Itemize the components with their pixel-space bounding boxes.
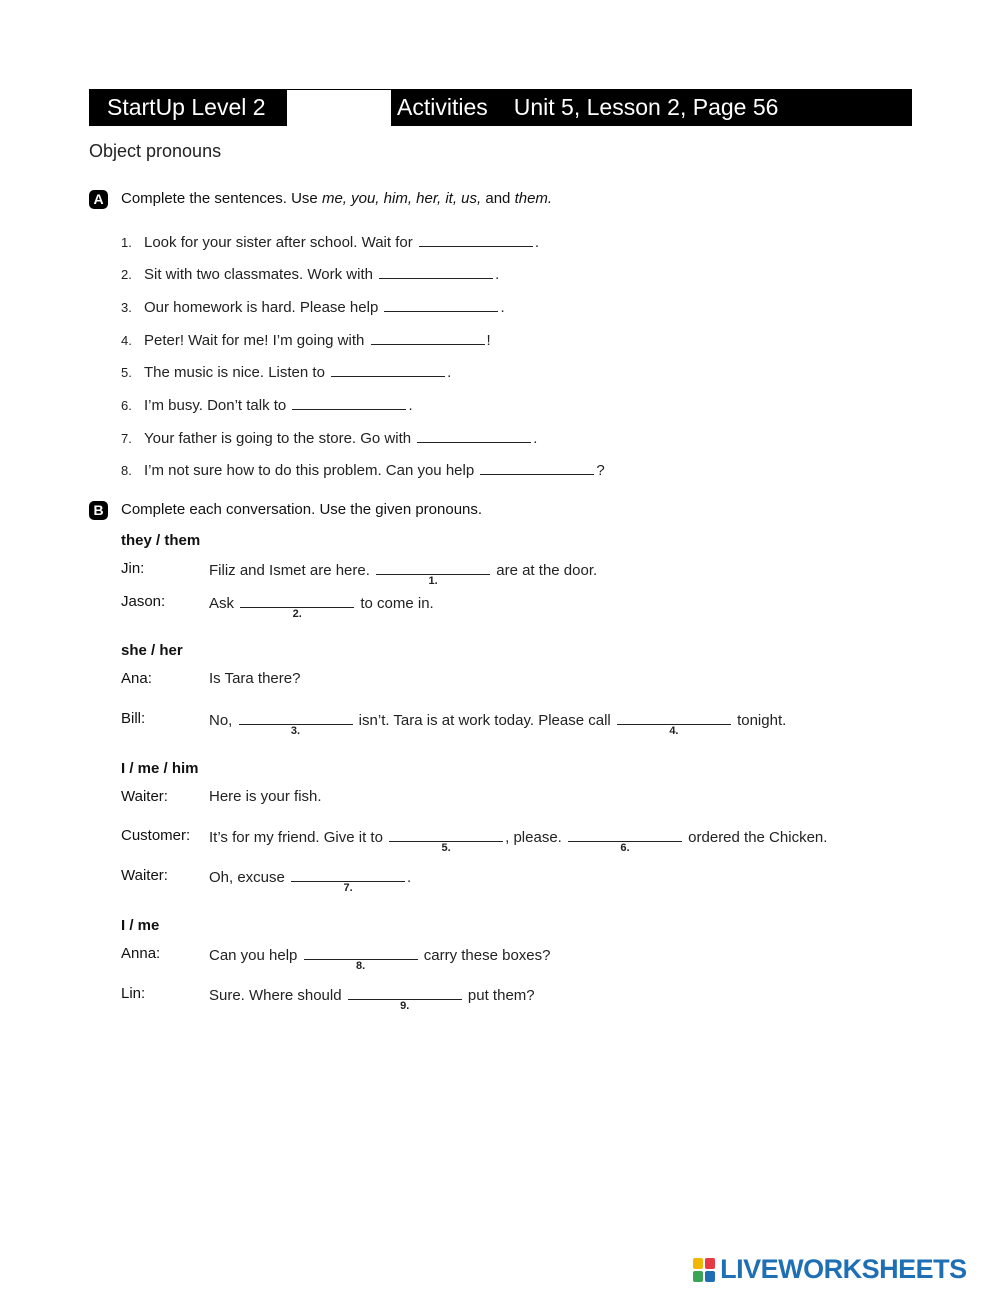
pronoun-group-title: I / me / him bbox=[121, 760, 199, 777]
exercise-a-item: 7. Your father is going to the store. Go with . bbox=[121, 430, 538, 447]
dialogue-line: Oh, excuse 7. . bbox=[209, 869, 412, 894]
exercise-a-item: 8. I’m not sure how to do this problem. Can you help ? bbox=[121, 462, 605, 479]
answer-blank[interactable] bbox=[331, 362, 445, 377]
speaker-name: Lin: bbox=[121, 985, 146, 1002]
speaker-name: Customer: bbox=[121, 827, 191, 844]
header-unit: Unit 5, Lesson 2, Page 56 bbox=[513, 94, 779, 120]
dialogue-line: It’s for my friend. Give it to 5. , please. 6. ordered the Chicken. bbox=[209, 829, 828, 854]
dialogue-line: Can you help 8. carry these boxes? bbox=[209, 947, 551, 972]
answer-blank[interactable] bbox=[384, 297, 498, 312]
dialogue-line: No, 3. isn’t. Tara is at work today. Please call 4. tonight. bbox=[209, 712, 787, 737]
section-a-instructions: Complete the sentences. Use me, you, him, her, it, us, and them. bbox=[121, 190, 553, 207]
answer-blank[interactable]: 5. bbox=[389, 827, 503, 842]
speaker-name: Anna: bbox=[121, 945, 161, 962]
answer-blank[interactable]: 2. bbox=[240, 593, 354, 608]
answer-blank[interactable]: 9. bbox=[348, 985, 462, 1000]
speaker-name: Waiter: bbox=[121, 867, 168, 884]
exercise-a-item: 2. Sit with two classmates. Work with . bbox=[121, 266, 500, 283]
exercise-a-item: 4. Peter! Wait for me! I’m going with ! bbox=[121, 332, 491, 349]
answer-blank[interactable] bbox=[480, 460, 594, 475]
speaker-name: Jin: bbox=[121, 560, 145, 577]
answer-blank[interactable] bbox=[419, 232, 533, 247]
header-lesson bbox=[391, 89, 912, 126]
answer-blank[interactable]: 3. bbox=[239, 710, 353, 725]
exercise-a-item: 5. The music is nice. Listen to . bbox=[121, 364, 452, 381]
answer-blank[interactable]: 6. bbox=[568, 827, 682, 842]
dialogue-line: Here is your fish. bbox=[209, 788, 322, 805]
answer-blank[interactable] bbox=[417, 428, 531, 443]
answer-blank[interactable]: 4. bbox=[617, 710, 731, 725]
dialogue-line: Is Tara there? bbox=[209, 670, 301, 687]
page-subtitle: Object pronouns bbox=[89, 141, 222, 161]
section-b-badge: B bbox=[89, 501, 108, 520]
liveworksheets-logo[interactable] bbox=[693, 1254, 967, 1284]
pronoun-group-title: I / me bbox=[121, 917, 160, 934]
header-title: StartUp Level 2 bbox=[89, 89, 287, 126]
section-b-instructions: Complete each conversation. Use the given pronouns. bbox=[121, 501, 483, 518]
speaker-name: Ana: bbox=[121, 670, 152, 687]
dialogue-line: Ask 2. to come in. bbox=[209, 595, 434, 620]
section-a-badge: A bbox=[89, 190, 108, 209]
liveworksheets-logo-text: LIVEWORKSHEETS bbox=[720, 1254, 967, 1284]
answer-blank[interactable] bbox=[292, 395, 406, 410]
answer-blank[interactable]: 7. bbox=[291, 867, 405, 882]
speaker-name: Bill: bbox=[121, 710, 146, 727]
answer-blank[interactable]: 1. bbox=[376, 560, 490, 575]
header-activities: Activities bbox=[397, 94, 488, 120]
pronoun-group-title: they / them bbox=[121, 532, 201, 549]
answer-blank[interactable]: 8. bbox=[304, 945, 418, 960]
speaker-name: Jason: bbox=[121, 593, 166, 610]
header-spacer bbox=[287, 89, 391, 126]
exercise-a-item: 3. Our homework is hard. Please help . bbox=[121, 299, 505, 316]
dialogue-line: Filiz and Ismet are here. 1. are at the door. bbox=[209, 562, 598, 587]
liveworksheets-logo-icon bbox=[693, 1258, 715, 1282]
dialogue-line: Sure. Where should 9. put them? bbox=[209, 987, 535, 1012]
exercise-a-item: 1. Look for your sister after school. Wait for . bbox=[121, 234, 540, 251]
pronoun-group-title: she / her bbox=[121, 642, 183, 659]
speaker-name: Waiter: bbox=[121, 788, 168, 805]
answer-blank[interactable] bbox=[371, 330, 485, 345]
exercise-a-item: 6. I’m busy. Don’t talk to . bbox=[121, 397, 413, 414]
answer-blank[interactable] bbox=[379, 264, 493, 279]
